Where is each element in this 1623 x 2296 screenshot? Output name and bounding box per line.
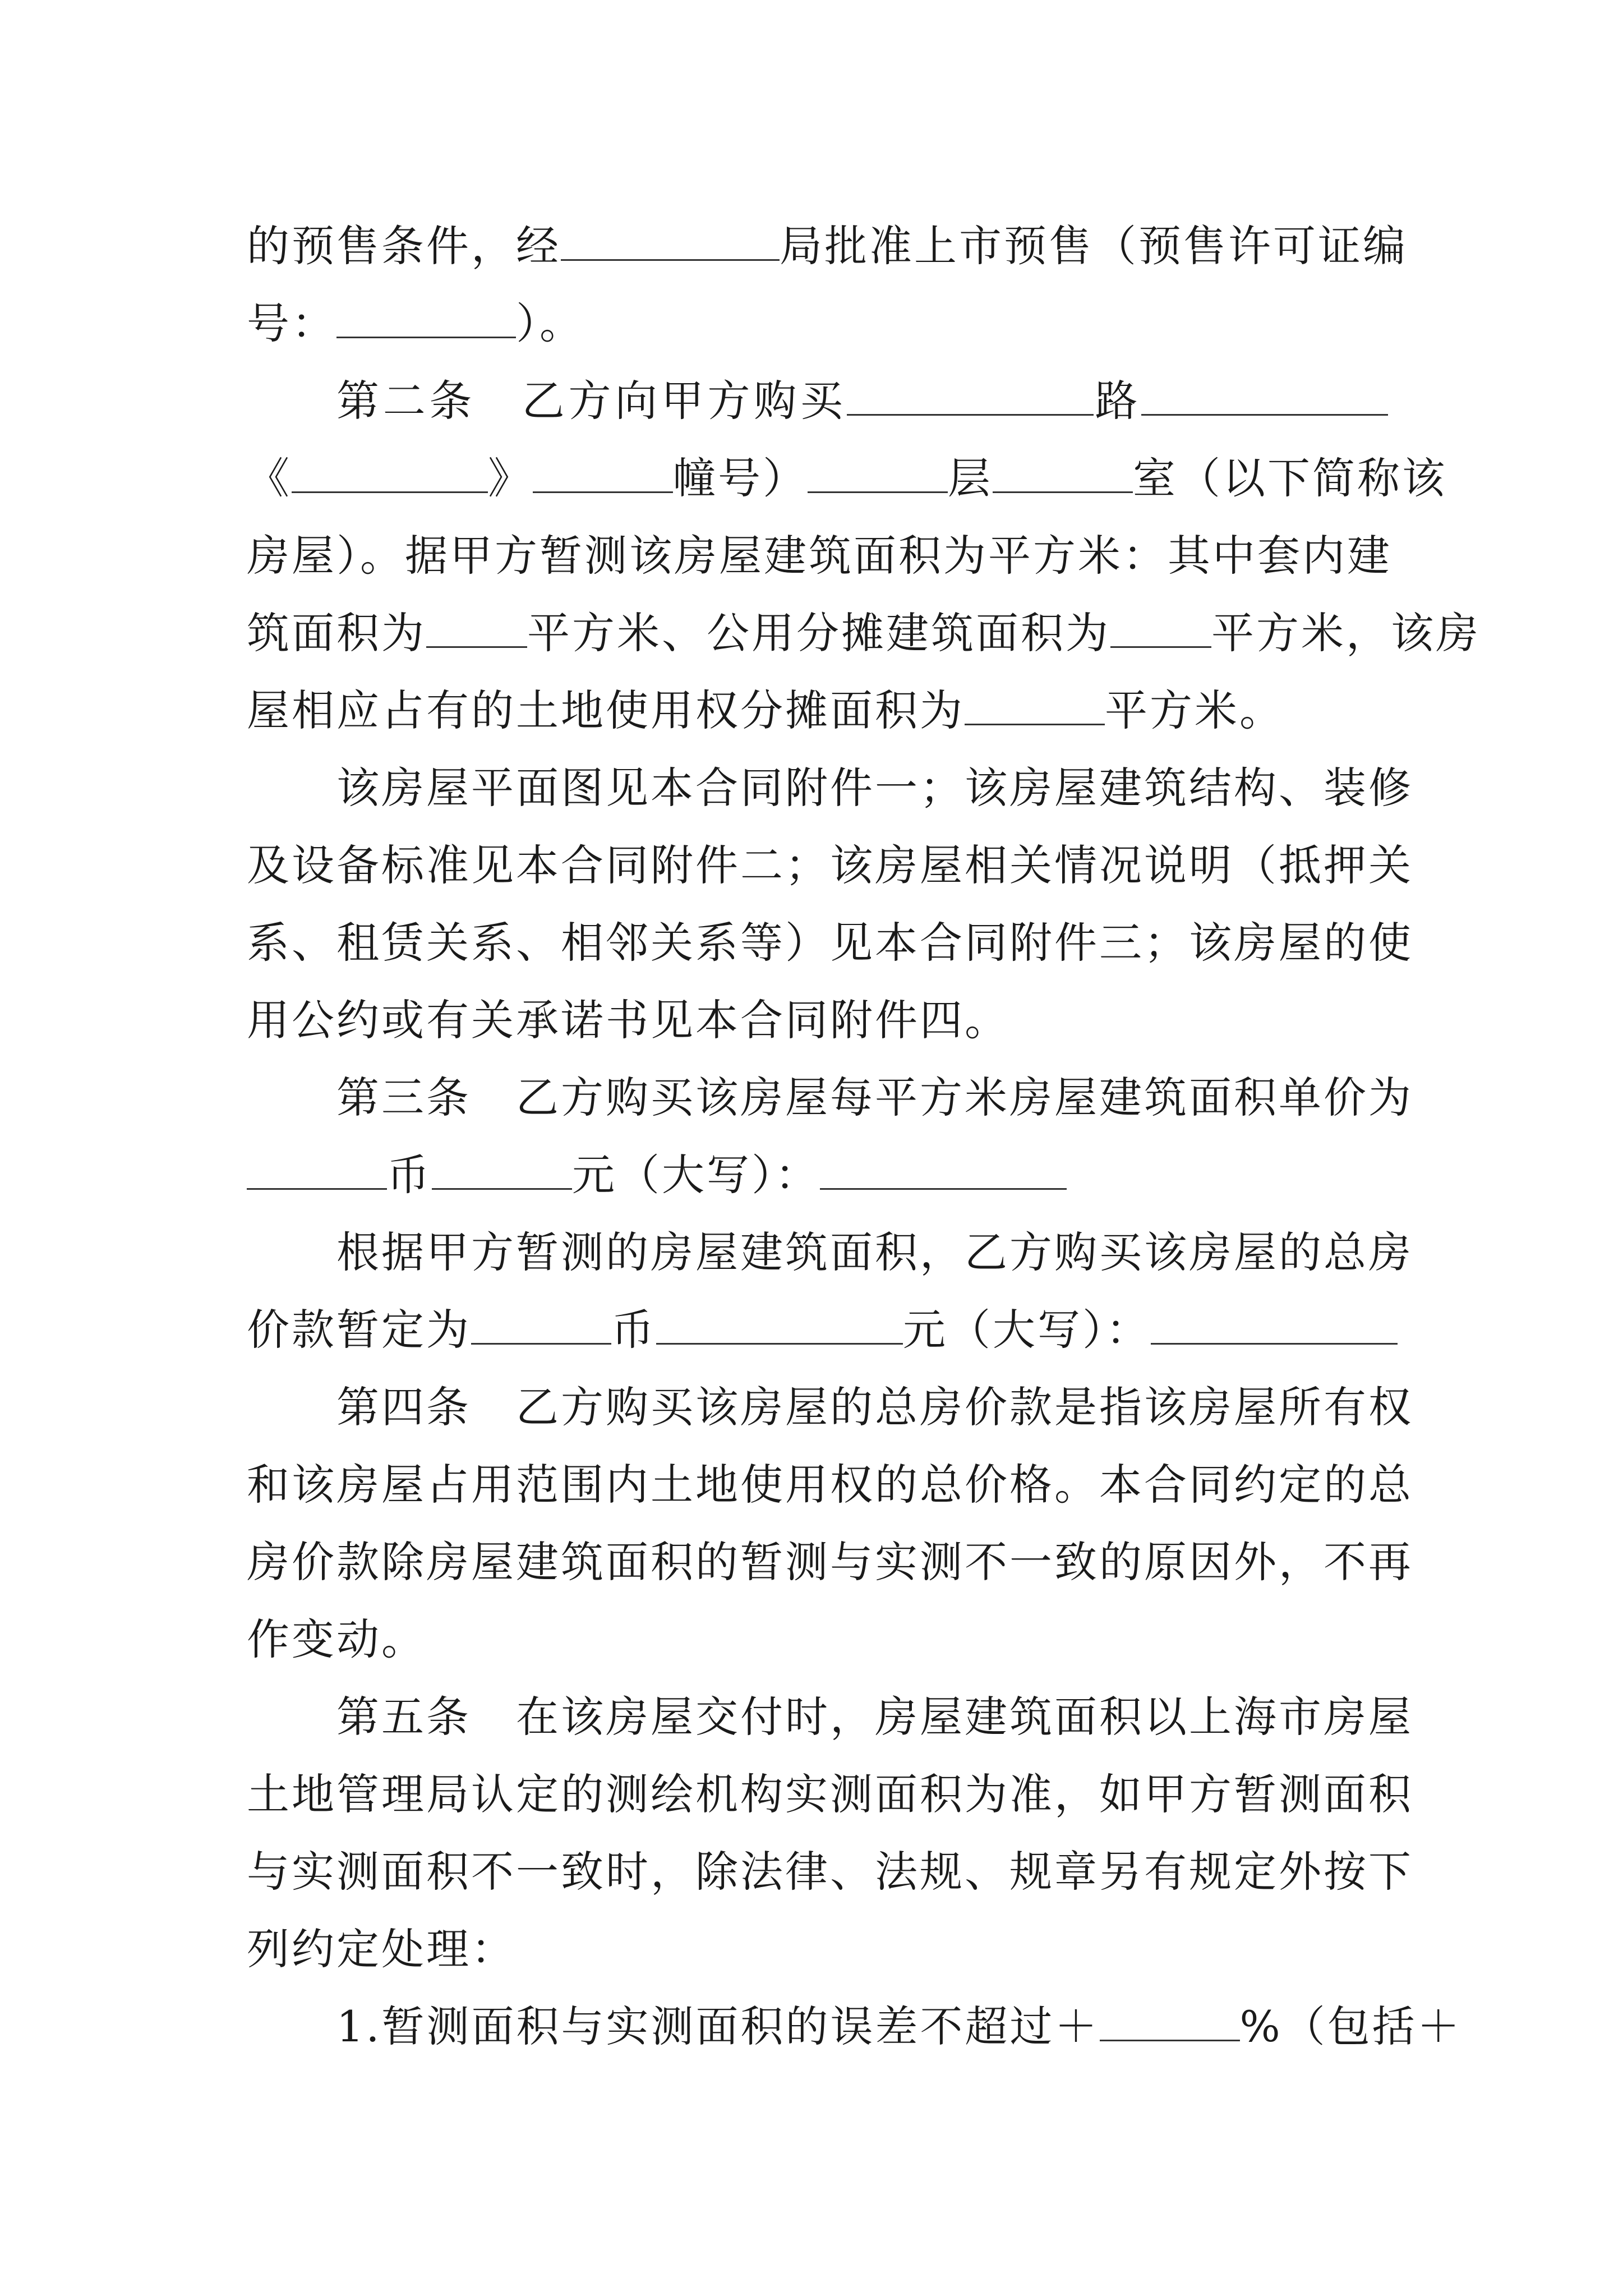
text-line xyxy=(247,1291,1388,1369)
text: 元（大写）： xyxy=(572,1150,820,1200)
text: 元（大写）： xyxy=(903,1305,1151,1355)
text-line xyxy=(247,749,1413,827)
text-line xyxy=(247,1369,1413,1446)
text-line xyxy=(247,208,1408,285)
text: 该房屋平面图见本合同附件一；该房屋建筑结构、装修 xyxy=(336,763,1413,813)
text-line xyxy=(247,1524,1413,1601)
text-line xyxy=(247,1059,1413,1137)
text-line xyxy=(247,1601,1388,1678)
blank-field[interactable] xyxy=(1100,2000,1240,2041)
text-line xyxy=(247,904,1413,982)
blank-field[interactable] xyxy=(561,220,780,261)
text-line xyxy=(247,440,1447,517)
text: 房屋）。据甲方暂测该房屋建筑面积为平方米：其中套内建 xyxy=(247,531,1392,581)
blank-field[interactable] xyxy=(820,1149,1067,1190)
text: 幢号） xyxy=(673,453,808,503)
blank-field[interactable] xyxy=(426,607,527,648)
blank-field[interactable] xyxy=(471,1304,611,1345)
text-line xyxy=(247,827,1413,904)
text: 用公约或有关承诺书见本合同附件四。 xyxy=(247,995,1009,1045)
text: 根据甲方暂测的房屋建筑面积，乙方购买该房屋的总房 xyxy=(336,1227,1413,1277)
text-line xyxy=(247,595,1481,672)
blank-field[interactable] xyxy=(432,1149,572,1190)
text-line xyxy=(247,1911,1388,1988)
text: 与实测面积不一致时，除法律、法规、规章另有规定外按下 xyxy=(247,1847,1413,1897)
blank-field[interactable] xyxy=(247,1149,387,1190)
text: 土地管理局认定的测绘机构实测面积为准，如甲方暂测面积 xyxy=(247,1769,1413,1819)
text: 《 xyxy=(247,453,292,503)
text: %（包括＋ xyxy=(1239,2001,1462,2051)
text: 币 xyxy=(387,1150,432,1200)
blank-field[interactable] xyxy=(1141,375,1388,416)
text-line xyxy=(247,1678,1413,1756)
blank-field[interactable] xyxy=(1151,1304,1398,1345)
text: ）。 xyxy=(516,298,584,348)
article-three-heading: 第三条 乙方购买该房屋每平方米房屋建筑面积单价为 xyxy=(336,1073,1413,1122)
text: 平方米、公用分摊建筑面积为 xyxy=(527,608,1110,658)
text-line xyxy=(247,982,1388,1059)
blank-field[interactable] xyxy=(533,452,673,493)
text: 列约定处理： xyxy=(247,1924,516,1974)
text-line xyxy=(247,285,1388,362)
text: 平方米。 xyxy=(1105,685,1284,735)
blank-field[interactable] xyxy=(965,684,1105,725)
text: 价款暂定为 xyxy=(247,1305,471,1355)
text-line xyxy=(247,1833,1413,1911)
text-line xyxy=(247,1756,1413,1833)
blank-field[interactable] xyxy=(847,375,1094,416)
blank-field[interactable] xyxy=(656,1304,903,1345)
text: 系、租赁关系、相邻关系等）见本合同附件三；该房屋的使 xyxy=(247,918,1413,968)
text: 》 xyxy=(488,453,533,503)
text-line xyxy=(247,1214,1413,1291)
article-two-heading: 第二条 乙方向甲方购买 xyxy=(336,376,847,426)
text: 室（以下简称该 xyxy=(1133,453,1447,503)
text-line xyxy=(247,672,1388,749)
text: 层 xyxy=(948,453,993,503)
text-line xyxy=(247,1137,1388,1214)
text-line xyxy=(247,362,1388,440)
text-line xyxy=(247,517,1392,595)
blank-field[interactable] xyxy=(808,452,948,493)
text: 作变动。 xyxy=(247,1614,426,1664)
blank-field[interactable] xyxy=(993,452,1133,493)
text: 房价款除房屋建筑面积的暂测与实测不一致的原因外，不再 xyxy=(247,1537,1413,1587)
text: 路 xyxy=(1093,376,1142,426)
text: 筑面积为 xyxy=(247,608,426,658)
text: 号： xyxy=(247,298,336,348)
text: 平方米，该房 xyxy=(1211,608,1481,658)
text: 局批准上市预售（预售许可证编 xyxy=(780,221,1408,271)
blank-field[interactable] xyxy=(292,452,488,493)
text: 币 xyxy=(611,1305,656,1355)
contract-page xyxy=(247,208,1481,2065)
article-five-heading: 第五条 在该房屋交付时，房屋建筑面积以上海市房屋 xyxy=(336,1692,1413,1742)
text: 和该房屋占用范围内土地使用权的总价格。本合同约定的总 xyxy=(247,1460,1413,1510)
text-line xyxy=(247,1446,1413,1524)
text: 屋相应占有的土地使用权分摊面积为 xyxy=(247,685,965,735)
text-line xyxy=(247,1988,1462,2065)
blank-field[interactable] xyxy=(1110,607,1211,648)
article-four-heading: 第四条 乙方购买该房屋的总房价款是指该房屋所有权 xyxy=(336,1382,1413,1432)
text: 及设备标准见本合同附件二；该房屋相关情况说明（抵押关 xyxy=(247,840,1413,890)
clause-one: 1.暂测面积与实测面积的误差不超过＋ xyxy=(336,2001,1100,2051)
text: 的预售条件，经 xyxy=(247,221,561,271)
blank-field[interactable] xyxy=(336,297,516,338)
